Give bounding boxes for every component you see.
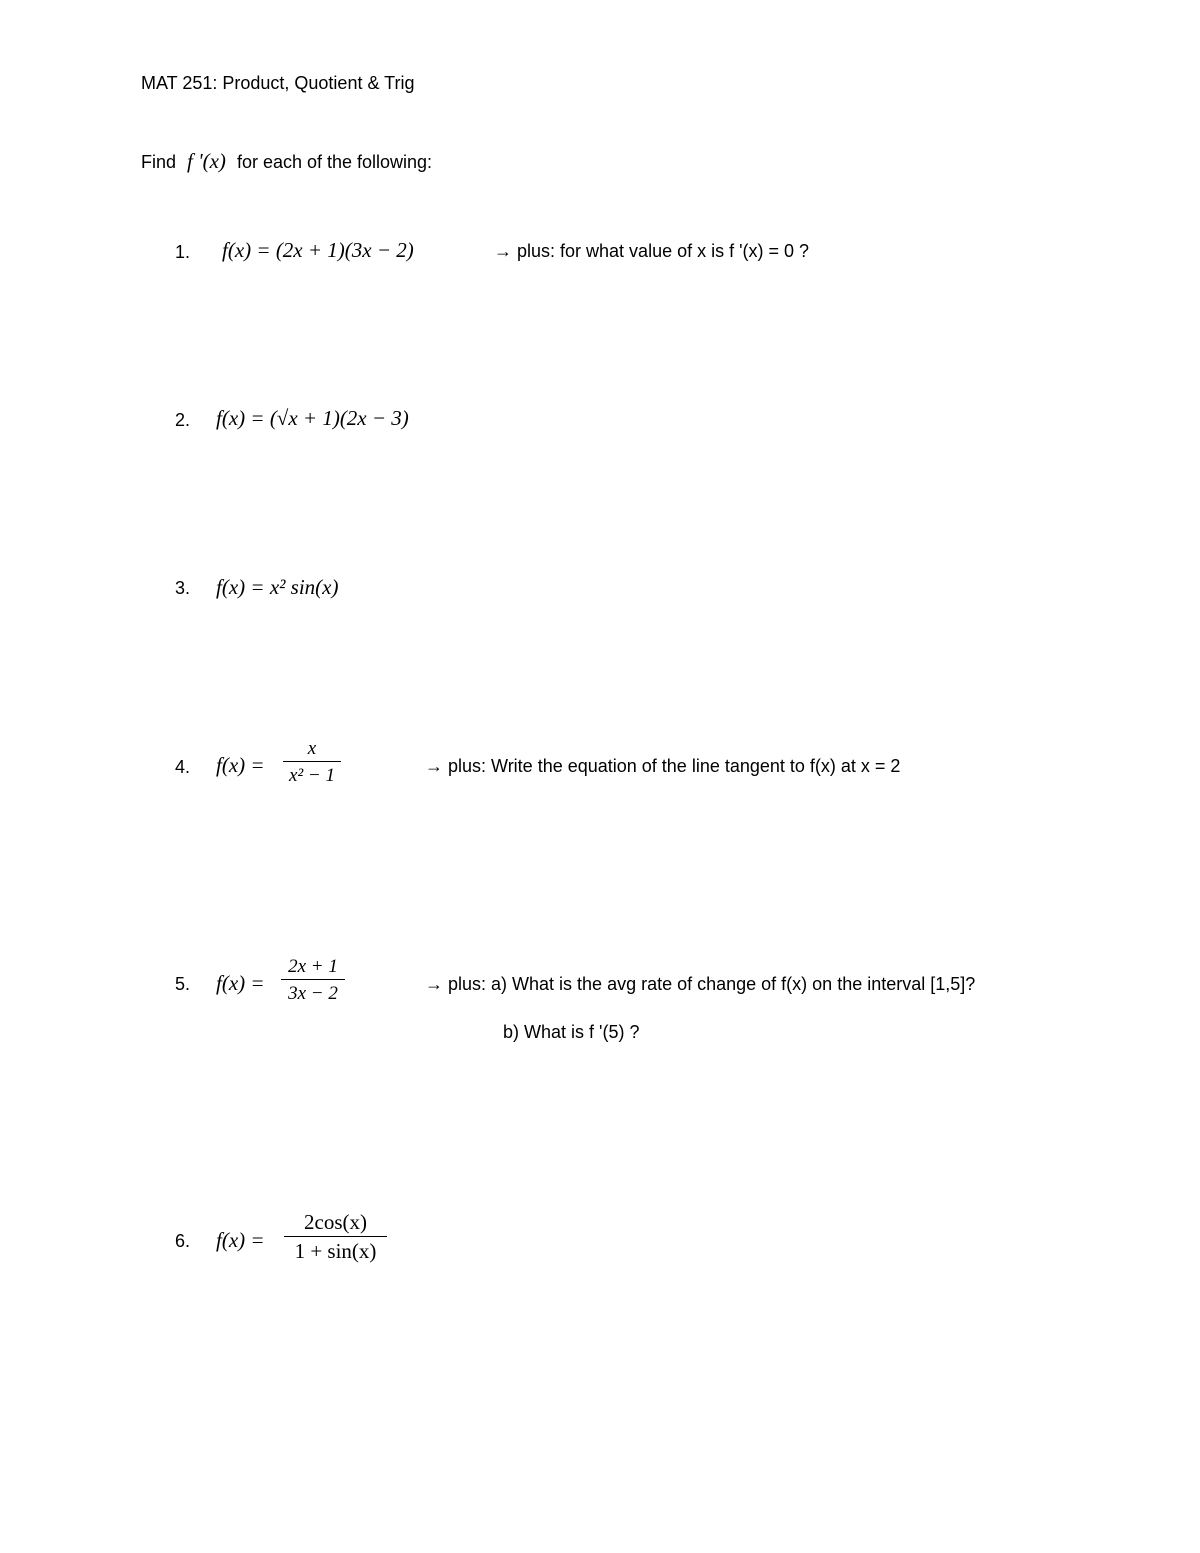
problem-4-numerator: x (307, 738, 317, 759)
instructions-derivative: f '(x) (187, 149, 226, 173)
problem-3-rhs: x² sin(x) (269, 575, 339, 599)
problem-6-denominator: 1 + sin(x) (294, 1239, 377, 1263)
problem-6-fraction (284, 1212, 387, 1262)
problem-4-lhs: f(x) = (216, 753, 265, 777)
problem-2-lhs: f(x) = (216, 406, 265, 430)
problem-3-number: 3. (175, 578, 191, 598)
instructions-suffix: for each of the following: (236, 152, 433, 172)
problem-6-lhs: f(x) = (216, 1228, 265, 1252)
problem-3-lhs: f(x) = (216, 575, 265, 599)
problem-5-extra-b: b) What is f '(5) ? (503, 1022, 640, 1042)
problem-1-number: 1. (175, 242, 191, 262)
problem-3-equation (216, 575, 339, 600)
problem-4-extra: → plus: Write the equation of the line tangent to f(x) at x = 2 (425, 756, 901, 776)
problem-6-number: 6. (175, 1231, 191, 1251)
instructions (141, 149, 432, 174)
fraction-bar (281, 979, 345, 980)
page-title: MAT 251: Product, Quotient & Trig (141, 73, 415, 93)
problem-5-extra-a: → plus: a) What is the avg rate of change of f(x) on the interval [1,5]? (425, 974, 976, 994)
instructions-prefix: Find (141, 152, 177, 172)
problem-2-equation (216, 406, 409, 431)
problem-1-rhs: (2x + 1)(3x − 2) (275, 238, 414, 262)
problem-1-equation (222, 238, 414, 263)
problem-2-number: 2. (175, 410, 191, 430)
problem-2-rhs: (√x + 1)(2x − 3) (269, 406, 409, 430)
problem-4-fraction (283, 739, 341, 785)
fraction-bar (283, 761, 341, 762)
problem-4-number: 4. (175, 757, 191, 777)
problem-1-lhs: f(x) = (222, 238, 271, 262)
fraction-bar (284, 1236, 387, 1237)
problem-5-numerator: 2x + 1 (288, 956, 338, 977)
problem-5-lhs: f(x) = (216, 971, 265, 995)
problem-5-denominator: 3x − 2 (288, 983, 338, 1004)
problem-5-number: 5. (175, 974, 191, 994)
problem-4-denominator: x² − 1 (289, 765, 335, 786)
problem-1-extra: → plus: for what value of x is f '(x) = 0 ? (494, 241, 810, 261)
problem-5-fraction (281, 957, 345, 1003)
problem-6-numerator: 2cos(x) (304, 1210, 367, 1234)
